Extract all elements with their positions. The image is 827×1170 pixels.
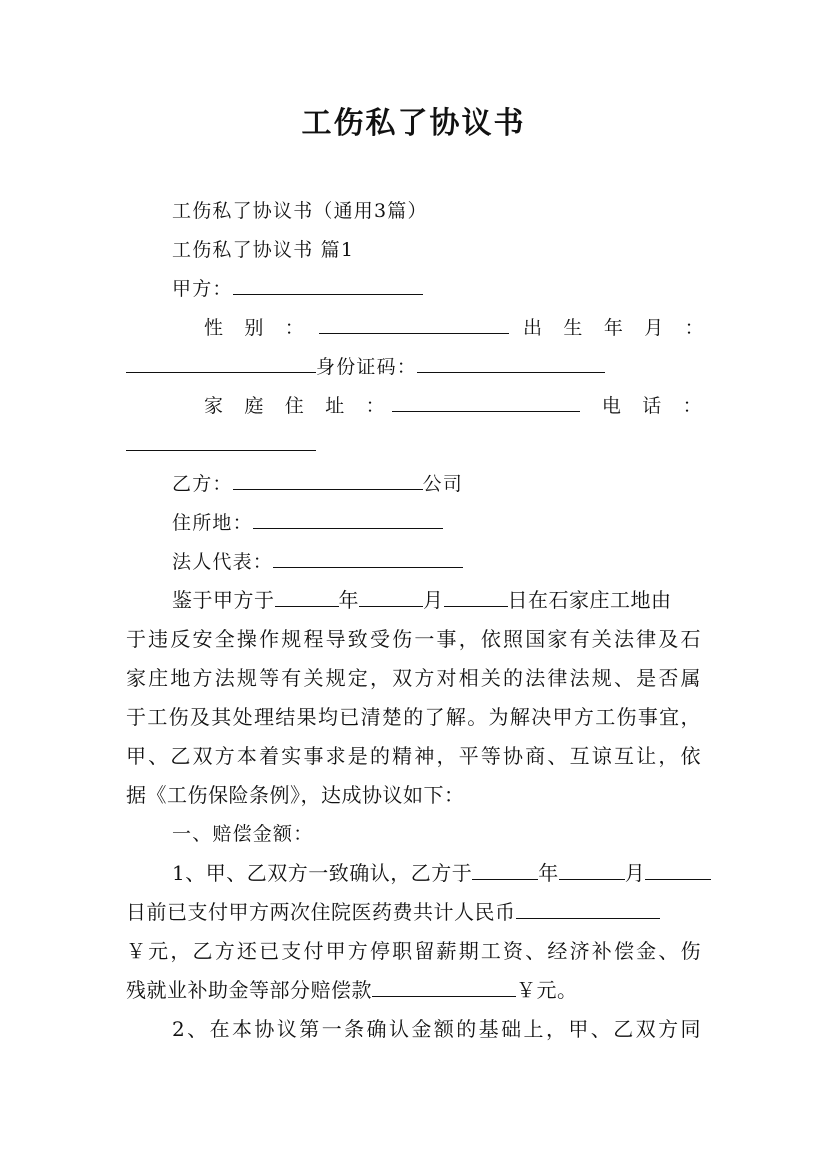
- domicile-blank[interactable]: [253, 510, 443, 529]
- party-a-gender-birth-line: [204, 315, 705, 341]
- intro-text: 日在石家庄工地由: [507, 588, 672, 612]
- party-b-line: [172, 471, 463, 497]
- intro-text: 月: [423, 588, 444, 612]
- clause1-text: 日前已支付甲方两次住院医药费共计人民币: [126, 900, 516, 924]
- address-label: 家 庭 住 址 ：: [204, 395, 386, 417]
- intro-line-5: [126, 743, 701, 769]
- gender-blank[interactable]: [319, 315, 509, 334]
- clause1-day-blank[interactable]: [645, 861, 711, 880]
- legal-rep-blank[interactable]: [273, 549, 463, 568]
- document-title: 工伤私了协议书: [301, 106, 526, 141]
- clause1-month-blank[interactable]: [559, 861, 625, 880]
- clause1-text: 年: [538, 861, 559, 885]
- intro-line-6: 据《工伤保险条例》，达成协议如下：: [126, 783, 465, 807]
- id-blank[interactable]: [417, 354, 605, 373]
- clause2-line-1: [172, 1016, 701, 1042]
- legal-rep-line: [172, 549, 463, 575]
- clause1-year-blank[interactable]: [472, 861, 538, 880]
- intro-text: 于工伤及其处理结果均已清楚的了解。为解决甲方工伤事宜，: [126, 705, 701, 729]
- intro-line-4: [126, 704, 701, 730]
- clause1-line-3: [126, 938, 701, 964]
- section-heading: 工伤私了协议书 篇1: [172, 239, 355, 261]
- party-a-label: 甲方：: [172, 278, 233, 300]
- domicile-label: 住所地：: [172, 512, 253, 534]
- date-day-blank[interactable]: [444, 588, 508, 607]
- intro-text: 家庄地方法规等有关规定，双方对相关的法律法规、是否属: [126, 666, 701, 690]
- compensation-blank[interactable]: [372, 978, 516, 997]
- phone-blank-line: [126, 432, 316, 458]
- party-b-suffix: 公司: [422, 473, 464, 495]
- legal-rep-label: 法人代表：: [172, 551, 274, 573]
- intro-text: 于违反安全操作规程导致受伤一事，依照国家有关法律及石: [126, 627, 701, 651]
- party-a-blank[interactable]: [233, 276, 423, 295]
- document-subtitle: 工伤私了协议书（通用3篇）: [172, 200, 428, 222]
- party-a-id-line: [126, 354, 605, 380]
- date-year-blank[interactable]: [275, 588, 339, 607]
- birth-blank[interactable]: [126, 354, 316, 373]
- address-blank[interactable]: [392, 393, 580, 412]
- medical-fee-blank[interactable]: [516, 900, 660, 919]
- intro-text: 甲、乙双方本着实事求是的精神，平等协商、互谅互让，依: [126, 744, 701, 768]
- intro-line-1: [172, 587, 672, 613]
- intro-text: 鉴于甲方于: [172, 588, 275, 612]
- phone-blank[interactable]: [126, 432, 316, 451]
- clause1-text: 残就业补助金等部分赔偿款: [126, 978, 372, 1002]
- clause1-line-4: [126, 977, 578, 1003]
- id-label: 身份证码：: [316, 356, 418, 378]
- clause1-heading: 一、赔偿金额：: [172, 823, 314, 845]
- birth-label: 出 生 年 月 ：: [523, 317, 705, 339]
- clause1-text: ￥元。: [516, 978, 578, 1002]
- intro-line-2: [126, 626, 701, 652]
- clause1-text: ￥元，乙方还已支付甲方停职留薪期工资、经济补偿金、伤: [126, 939, 701, 963]
- clause1-line-1: [172, 860, 711, 886]
- clause2-text: 2、在本协议第一条确认金额的基础上，甲、乙双方同: [172, 1017, 701, 1041]
- intro-text: 年: [338, 588, 359, 612]
- intro-line-3: [126, 665, 701, 691]
- clause1-line-2: [126, 899, 660, 925]
- party-b-blank[interactable]: [233, 471, 423, 490]
- phone-label: 电 话 ：: [601, 395, 703, 417]
- party-a-line: [172, 276, 423, 302]
- domicile-line: [172, 510, 443, 536]
- clause1-text: 1、甲、乙双方一致确认，乙方于: [172, 861, 473, 885]
- clause1-text: 月: [624, 861, 646, 885]
- party-b-label: 乙方：: [172, 473, 233, 495]
- party-a-address-line: [204, 393, 703, 419]
- gender-label: 性 别 ：: [204, 317, 306, 339]
- date-month-blank[interactable]: [359, 588, 423, 607]
